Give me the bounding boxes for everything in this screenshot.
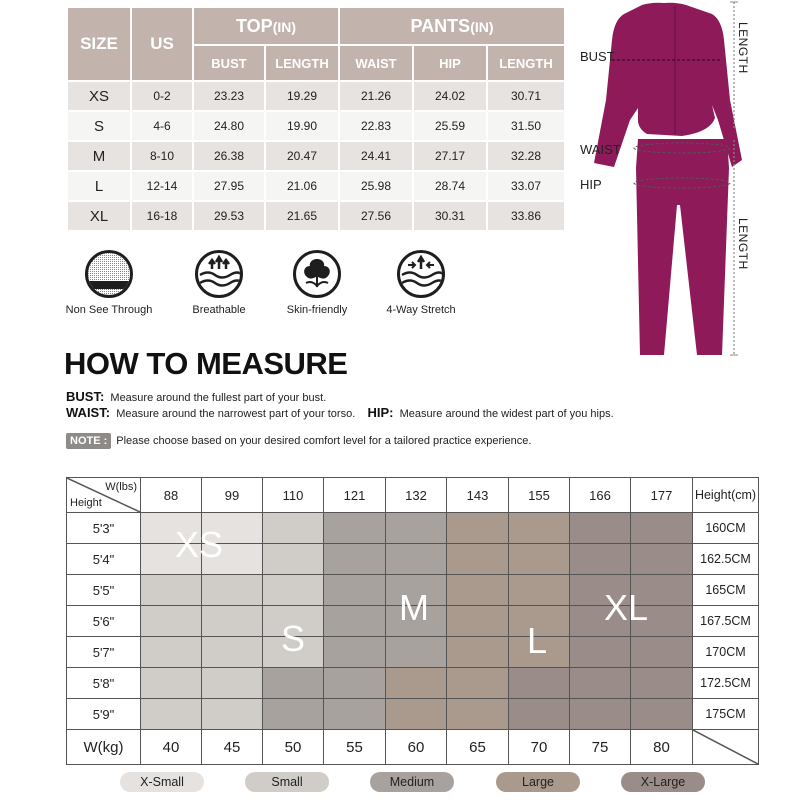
weight-kg: 70	[509, 730, 570, 765]
height-weight-grid	[66, 477, 759, 765]
overlay-xs: XS	[175, 524, 224, 565]
size-legend	[0, 772, 800, 794]
size-cell-l	[509, 513, 570, 544]
size-cell-xl	[570, 513, 631, 544]
header-hip: HIP	[413, 45, 487, 81]
size-cell-l	[447, 699, 509, 730]
note-text: Please choose based on your desired comfort level for a tailored practice experience.	[116, 435, 532, 447]
weight-lbs: 143	[447, 478, 509, 513]
weight-kg: 55	[324, 730, 386, 765]
cell-hip: 28.74	[413, 171, 487, 201]
size-cell-xl	[570, 575, 631, 606]
header-pants-length: LENGTH	[487, 45, 565, 81]
header-top-unit: (IN)	[272, 18, 297, 35]
header-top-length: LENGTH	[265, 45, 339, 81]
grid-height-row	[67, 637, 759, 668]
cell-top-length: 19.90	[265, 111, 339, 141]
size-cell-xs	[141, 544, 202, 575]
size-cell-xl	[570, 699, 631, 730]
corner-weight-label: W(lbs)	[105, 481, 137, 493]
size-cell-m	[386, 606, 447, 637]
height-cm: 170CM	[693, 637, 759, 668]
size-cell-xl	[631, 544, 693, 575]
outfit-label-bust: BUST	[580, 49, 615, 64]
feature-label: 4-Way Stretch	[386, 304, 456, 316]
cell-us: 12-14	[131, 171, 193, 201]
header-pants-label: PANTS	[410, 15, 471, 36]
hip-instruction-text: Measure around the widest part of you hips.	[399, 408, 614, 420]
size-cell-s	[141, 606, 202, 637]
size-cell-xl	[631, 699, 693, 730]
size-cell-m	[324, 544, 386, 575]
size-cell-m	[324, 637, 386, 668]
how-to-measure-title: HOW TO MEASURE	[64, 346, 348, 381]
waist-instruction-label: WAIST:	[66, 405, 111, 420]
feature-icons	[62, 250, 472, 320]
size-cell-s	[263, 606, 324, 637]
legend-small: Small	[245, 772, 329, 792]
size-cell-l	[447, 513, 509, 544]
overlay-l: L	[527, 620, 548, 661]
cell-hip: 24.02	[413, 81, 487, 111]
cell-bust: 24.80	[193, 111, 265, 141]
grid-height-row	[67, 699, 759, 730]
weight-lbs: 121	[324, 478, 386, 513]
size-cell-xl	[631, 668, 693, 699]
size-cell-m	[386, 513, 447, 544]
legend-x-large: X-Large	[621, 772, 705, 792]
cell-pants-length: 33.07	[487, 171, 565, 201]
height-ft: 5'7"	[67, 637, 141, 668]
size-cell-l	[509, 606, 570, 637]
size-cell-l	[509, 544, 570, 575]
header-pants	[339, 7, 565, 45]
grid-height-row	[67, 513, 759, 544]
skin-friendly-icon	[293, 250, 341, 298]
weight-lbs: 110	[263, 478, 324, 513]
overlay-s: S	[281, 618, 306, 659]
grid-height-row	[67, 575, 759, 606]
height-cm-header: Height(cm)	[693, 478, 759, 513]
size-chart-table	[66, 6, 566, 232]
size-cell-m	[324, 606, 386, 637]
feature-label: Breathable	[192, 304, 246, 316]
size-cell-xl	[570, 606, 631, 637]
size-cell-l	[447, 637, 509, 668]
outfit-label-hip: HIP	[580, 177, 602, 192]
header-waist: WAIST	[339, 45, 413, 81]
size-cell-l	[386, 699, 447, 730]
size-cell-s	[202, 637, 263, 668]
table-row	[67, 111, 565, 141]
size-cell-s	[141, 575, 202, 606]
header-us: US	[131, 7, 193, 81]
table-row	[67, 171, 565, 201]
four-way-stretch-icon	[397, 250, 445, 298]
size-cell-l	[509, 575, 570, 606]
header-top	[193, 7, 339, 45]
weight-lbs: 155	[509, 478, 570, 513]
cell-top-length: 21.65	[265, 201, 339, 231]
table-row	[67, 201, 565, 231]
cell-waist: 27.56	[339, 201, 413, 231]
weight-kg: 50	[263, 730, 324, 765]
outfit-illustration	[572, 0, 800, 360]
weight-lbs: 99	[202, 478, 263, 513]
grid-height-row	[67, 668, 759, 699]
cell-pants-length: 32.28	[487, 141, 565, 171]
height-ft: 5'4"	[67, 544, 141, 575]
corner-height-label: Height	[70, 497, 102, 509]
size-cell-l	[447, 668, 509, 699]
cell-hip: 27.17	[413, 141, 487, 171]
bust-instruction-label: BUST:	[66, 389, 105, 404]
non-see-through-icon	[85, 250, 133, 298]
weight-lbs: 166	[570, 478, 631, 513]
weight-lbs: 88	[141, 478, 202, 513]
size-cell-xs	[141, 513, 202, 544]
size-cell-s	[263, 637, 324, 668]
cell-bust: 27.95	[193, 171, 265, 201]
size-cell-xl	[631, 606, 693, 637]
grid-height-row	[67, 606, 759, 637]
cell-bust: 26.38	[193, 141, 265, 171]
header-pants-unit: (IN)	[470, 18, 494, 35]
table-row	[67, 141, 565, 171]
cell-size: L	[67, 171, 131, 201]
feature-breathable	[164, 250, 274, 316]
cell-us: 4-6	[131, 111, 193, 141]
feature-label: Non See Through	[65, 304, 153, 316]
cell-us: 0-2	[131, 81, 193, 111]
weight-lbs: 177	[631, 478, 693, 513]
cell-top-length: 20.47	[265, 141, 339, 171]
outfit-label-pants-length: LENGTH	[736, 218, 750, 270]
size-cell-xl	[570, 544, 631, 575]
cell-size: XL	[67, 201, 131, 231]
bust-instruction	[66, 389, 326, 404]
legend-x-small: X-Small	[120, 772, 204, 792]
size-cell-xl	[509, 668, 570, 699]
cell-waist: 24.41	[339, 141, 413, 171]
breathable-icon	[195, 250, 243, 298]
size-cell-m	[386, 544, 447, 575]
size-cell-m	[324, 699, 386, 730]
size-cell-m	[324, 575, 386, 606]
note-badge: NOTE :	[66, 433, 111, 449]
height-cm: 160CM	[693, 513, 759, 544]
weight-kg: 80	[631, 730, 693, 765]
cell-hip: 25.59	[413, 111, 487, 141]
size-cell-l	[509, 637, 570, 668]
size-cell-xl	[631, 637, 693, 668]
feature-non-see-through	[54, 250, 164, 316]
weight-kg: 75	[570, 730, 631, 765]
grid-height-row	[67, 544, 759, 575]
size-cell-m	[263, 699, 324, 730]
size-cell-s	[141, 699, 202, 730]
size-cell-s	[141, 637, 202, 668]
size-cell-m	[386, 637, 447, 668]
cell-top-length: 21.06	[265, 171, 339, 201]
bust-instruction-text: Measure around the fullest part of your bust.	[110, 392, 327, 404]
waist-hip-instruction	[66, 405, 614, 420]
size-cell-m	[324, 668, 386, 699]
size-cell-xl	[509, 699, 570, 730]
size-cell-m	[263, 668, 324, 699]
size-cell-s	[263, 513, 324, 544]
cell-us: 8-10	[131, 141, 193, 171]
height-ft: 5'5"	[67, 575, 141, 606]
weight-lbs: 132	[386, 478, 447, 513]
size-cell-xs	[202, 513, 263, 544]
grid-header-row	[67, 478, 759, 513]
height-cm: 167.5CM	[693, 606, 759, 637]
note-line	[66, 433, 531, 449]
overlay-xl: XL	[604, 587, 649, 628]
size-cell-l	[447, 575, 509, 606]
size-cell-s	[141, 668, 202, 699]
feature-label: Skin-friendly	[286, 304, 348, 316]
cell-pants-length: 30.71	[487, 81, 565, 111]
size-cell-xs	[202, 544, 263, 575]
weight-kg: 65	[447, 730, 509, 765]
table-row	[67, 81, 565, 111]
feature-four-way-stretch	[366, 250, 476, 316]
cell-waist: 22.83	[339, 111, 413, 141]
cell-bust: 29.53	[193, 201, 265, 231]
height-cm: 165CM	[693, 575, 759, 606]
cell-waist: 25.98	[339, 171, 413, 201]
size-cell-xl	[631, 575, 693, 606]
grid-kg-row	[67, 730, 759, 765]
height-ft: 5'8"	[67, 668, 141, 699]
outfit-label-top-length: LENGTH	[736, 22, 750, 74]
height-ft: 5'9"	[67, 699, 141, 730]
cell-top-length: 19.29	[265, 81, 339, 111]
size-cell-xl	[631, 513, 693, 544]
grid-bottom-corner-cell	[693, 730, 759, 765]
cell-pants-length: 33.86	[487, 201, 565, 231]
size-cell-xl	[570, 637, 631, 668]
kg-label: W(kg)	[67, 730, 141, 765]
size-cell-s	[202, 606, 263, 637]
cell-size: XS	[67, 81, 131, 111]
size-cell-l	[447, 544, 509, 575]
size-cell-m	[324, 513, 386, 544]
cell-waist: 21.26	[339, 81, 413, 111]
size-cell-l	[386, 668, 447, 699]
height-cm: 162.5CM	[693, 544, 759, 575]
overlay-m: M	[399, 587, 429, 628]
hip-instruction-label: HIP:	[367, 405, 394, 420]
size-cell-xl	[570, 668, 631, 699]
header-bust: BUST	[193, 45, 265, 81]
size-cell-m	[386, 575, 447, 606]
cell-us: 16-18	[131, 201, 193, 231]
cell-bust: 23.23	[193, 81, 265, 111]
waist-instruction-text: Measure around the narrowest part of your torso.	[116, 408, 356, 420]
header-size: SIZE	[67, 7, 131, 81]
size-cell-s	[202, 668, 263, 699]
grid-corner-cell	[67, 478, 141, 513]
header-top-label: TOP	[236, 15, 273, 36]
size-cell-l	[447, 606, 509, 637]
weight-kg: 45	[202, 730, 263, 765]
cell-hip: 30.31	[413, 201, 487, 231]
feature-skin-friendly	[262, 250, 372, 316]
legend-large: Large	[496, 772, 580, 792]
height-cm: 172.5CM	[693, 668, 759, 699]
outfit-label-waist: WAIST	[580, 142, 621, 157]
height-cm: 175CM	[693, 699, 759, 730]
cell-size: M	[67, 141, 131, 171]
legend-medium: Medium	[370, 772, 454, 792]
height-ft: 5'6"	[67, 606, 141, 637]
size-cell-s	[263, 544, 324, 575]
size-cell-s	[202, 699, 263, 730]
cell-pants-length: 31.50	[487, 111, 565, 141]
height-ft: 5'3"	[67, 513, 141, 544]
weight-kg: 60	[386, 730, 447, 765]
size-cell-s	[202, 575, 263, 606]
cell-size: S	[67, 111, 131, 141]
weight-kg: 40	[141, 730, 202, 765]
size-cell-s	[263, 575, 324, 606]
